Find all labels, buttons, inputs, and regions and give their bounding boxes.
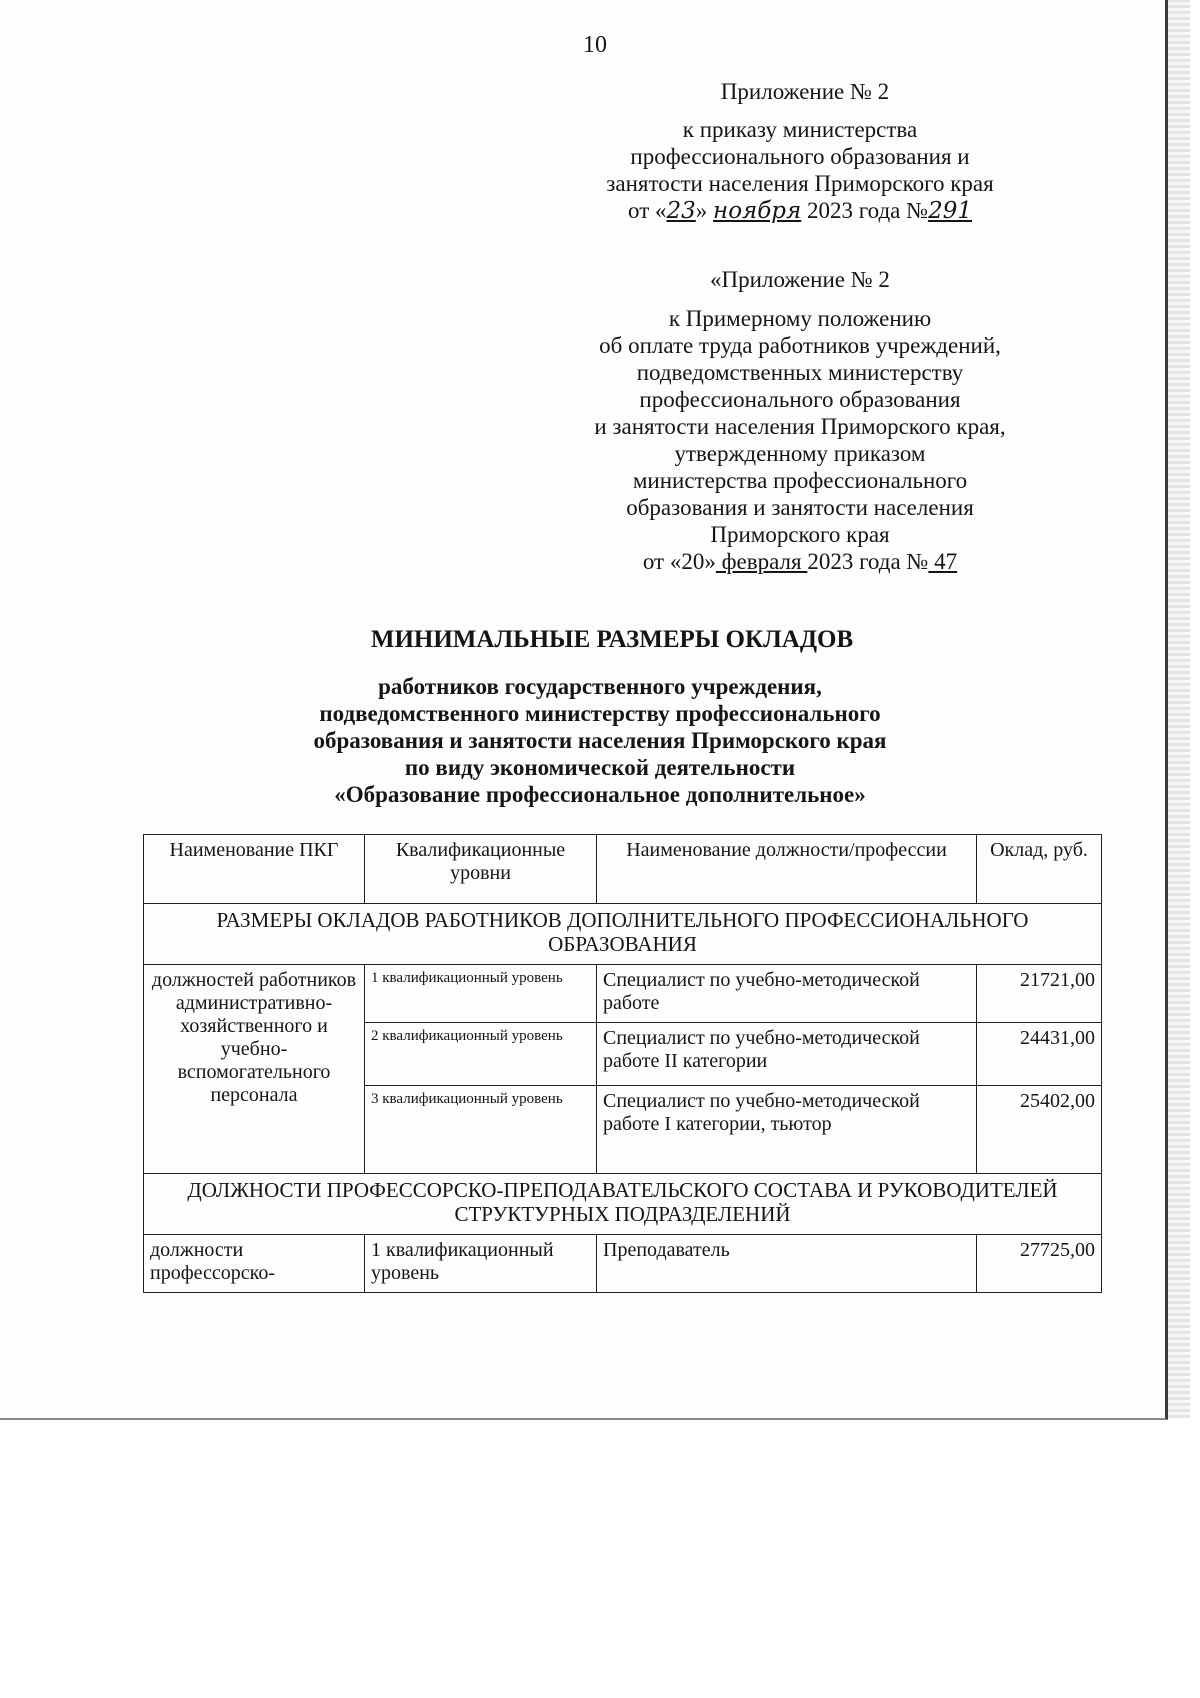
qualification-level: 1 квалификационный уровень: [365, 965, 597, 1023]
salary-value: 25402,00: [977, 1086, 1102, 1174]
pkg-name: должности профессорско-: [144, 1235, 365, 1293]
appendix-header: [560, 78, 1040, 225]
qualification-level: 2 квалификационный уровень: [365, 1023, 597, 1086]
nested-line1: «Приложение № 2: [710, 267, 890, 292]
subtitle-line1: работников государственного учреждения,: [378, 674, 822, 699]
position-name: Специалист по учебно-методической работе II категории: [597, 1023, 977, 1086]
column-header: Наименование должности/профессии: [597, 835, 977, 904]
column-header: Наименование ПКГ: [144, 835, 365, 904]
column-header: Квалификационные уровни: [365, 835, 597, 904]
qualification-level: 1 квалификационный уровень: [365, 1235, 597, 1293]
nested-line6: и занятости населения Приморского края,: [594, 414, 1006, 439]
nested-line3: об оплате труда работников учреждений,: [599, 333, 1001, 358]
page-title: МИНИМАЛЬНЫЕ РАЗМЕРЫ ОКЛАДОВ: [370, 626, 854, 653]
section-row: [144, 1174, 1102, 1235]
nested-date-prefix: от «20»: [642, 549, 716, 574]
table-header-row: [144, 835, 1102, 904]
appendix-date-day: 23: [666, 198, 696, 224]
subtitle-line4: по виду экономической деятельности: [404, 755, 796, 780]
position-name: Специалист по учебно-методической работе: [597, 965, 977, 1023]
nested-line4: подведомственных министерству: [636, 360, 964, 385]
subtitle-line2: подведомственного министерству профессионального: [319, 701, 881, 726]
salary-value: 27725,00: [977, 1235, 1102, 1293]
page-number: 10: [583, 32, 607, 58]
section-title: РАЗМЕРЫ ОКЛАДОВ РАБОТНИКОВ ДОПОЛНИТЕЛЬНОГО ПРОФЕССИОНАЛЬНОГО ОБРАЗОВАНИЯ: [144, 904, 1102, 965]
position-name: Преподаватель: [597, 1235, 977, 1293]
appendix-line1: Приложение № 2: [720, 79, 890, 104]
nested-date-year: 2023 года №: [807, 549, 929, 574]
nested-order-number: 47: [928, 549, 958, 574]
appendix-date-year: 2023 года №: [801, 198, 929, 223]
appendix-order-number: 291: [928, 198, 972, 224]
nested-line8: министерства профессионального: [632, 468, 968, 493]
section-title: ДОЛЖНОСТИ ПРОФЕССОРСКО-ПРЕПОДАВАТЕЛЬСКОГО СОСТАВА И РУКОВОДИТЕЛЕЙ СТРУКТУРНЫХ ПОДРАЗДЕЛЕНИЙ: [144, 1174, 1102, 1235]
pkg-name: должностей работников административно-хозяйственного и учебно-вспомогательного персонала: [144, 965, 365, 1174]
appendix-date: [560, 197, 1040, 225]
appendix-line4: занятости населения Приморского края: [606, 171, 994, 196]
appendix-date-month: ноября: [713, 198, 802, 224]
nested-line10: Приморского края: [710, 522, 890, 547]
salary-table: [143, 834, 1102, 1293]
nested-line7: утвержденному приказом: [674, 441, 926, 466]
appendix-date-prefix: от «: [628, 198, 667, 223]
table-row: [144, 965, 1102, 1023]
salary-value: 24431,00: [977, 1023, 1102, 1086]
appendix-line3: профессионального образования и: [630, 144, 970, 169]
subtitle-line3: образования и занятости населения Приморского края: [313, 728, 887, 753]
appendix-date-mid: »: [695, 198, 714, 223]
table-row: [144, 1235, 1102, 1293]
section-row: [144, 904, 1102, 965]
nested-line2: к Примерному положению: [668, 306, 932, 331]
position-name: Специалист по учебно-методической работе I категории, тьютор: [597, 1086, 977, 1174]
nested-appendix: [545, 266, 1055, 575]
nested-date-month: февраля: [715, 549, 808, 574]
nested-date: [545, 548, 1055, 575]
nested-line9: образования и занятости населения: [626, 495, 974, 520]
qualification-level: 3 квалификационный уровень: [365, 1086, 597, 1174]
appendix-line2: к приказу министерства: [682, 117, 918, 142]
nested-line5: профессионального образования: [639, 387, 961, 412]
column-header: Оклад, руб.: [977, 835, 1102, 904]
subtitle-line5: «Образование профессиональное дополнительное»: [334, 782, 866, 807]
salary-value: 21721,00: [977, 965, 1102, 1023]
page-subtitle: [0, 673, 1200, 808]
